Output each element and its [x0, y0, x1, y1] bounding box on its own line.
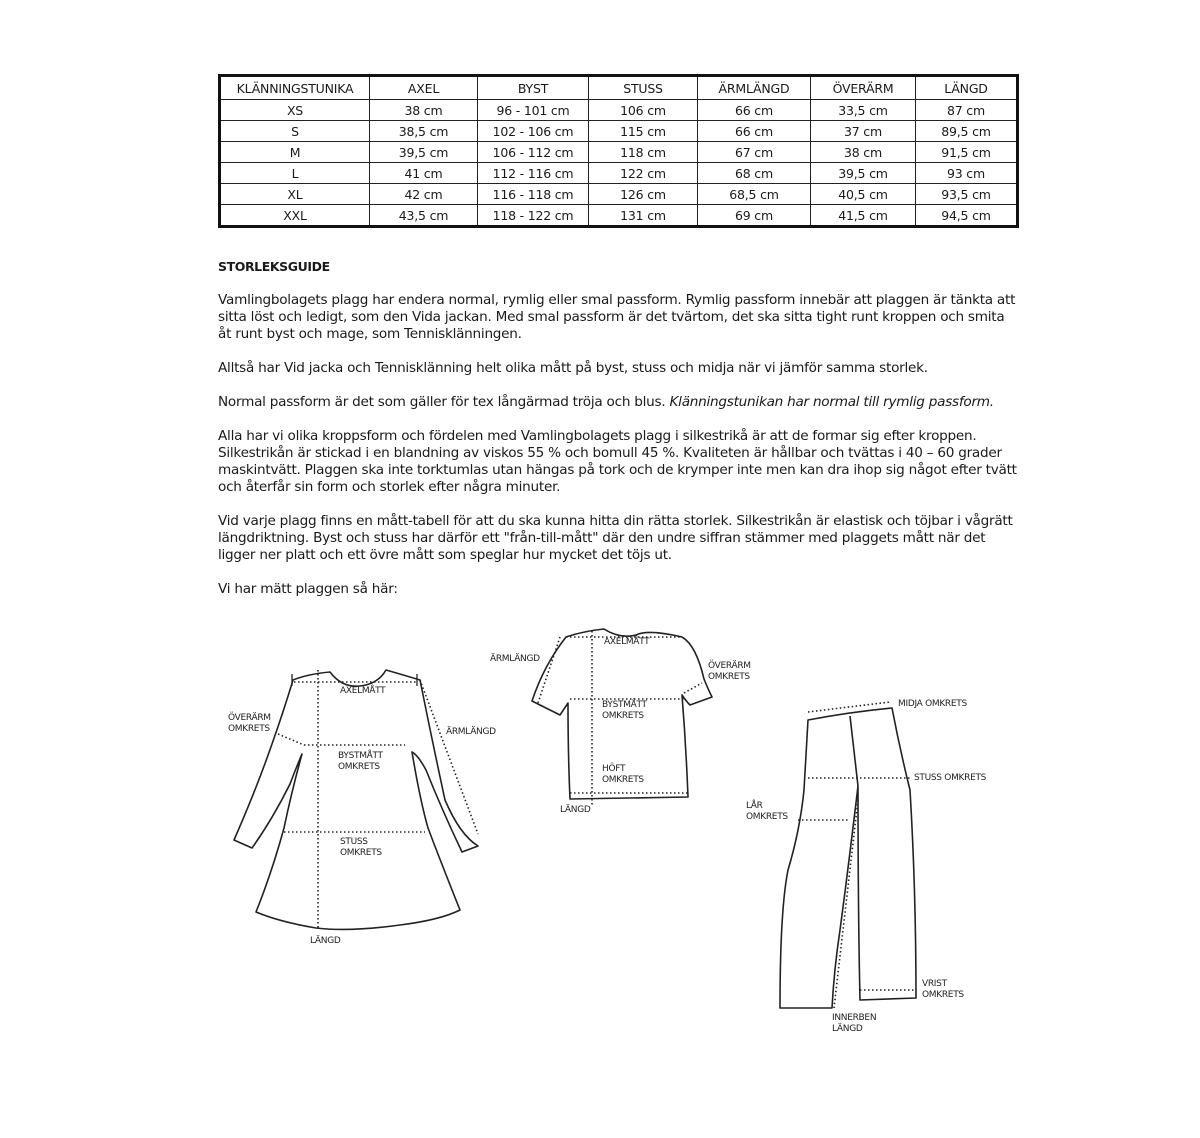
midja-measure-line [808, 702, 890, 712]
measure-cell: 106 - 112 cm [478, 142, 589, 163]
pants-drawing [730, 690, 1030, 1040]
measure-cell: 87 cm [916, 100, 1018, 121]
label-innerben-2: LÄNGD [832, 1024, 863, 1034]
measure-cell: 96 - 101 cm [478, 100, 589, 121]
measure-cell: 40,5 cm [811, 184, 916, 205]
label-langd: LÄNGD [310, 936, 341, 946]
header-cell: KLÄNNINGSTUNIKA [220, 76, 370, 100]
measure-cell: 122 cm [589, 163, 698, 184]
label-axel: AXELMÅTT [604, 637, 650, 647]
label-armlangd: ÄRMLÄNGD [446, 727, 496, 737]
guide-italic-note: Klänningstunikan har normal till rymlig passform. [669, 394, 994, 410]
measure-cell: 93,5 cm [916, 184, 1018, 205]
measure-cell: 38 cm [811, 142, 916, 163]
measure-cell: 89,5 cm [916, 121, 1018, 142]
measure-cell: 66 cm [698, 121, 811, 142]
label-overarm: ÖVERÄRM [708, 661, 751, 671]
label-byst: BYSTMÅTT [338, 751, 383, 761]
measure-cell: 106 cm [589, 100, 698, 121]
guide-paragraph: Vamlingbolagets plagg har endera normal, rymlig eller smal passform. Rymlig passform innebär att plaggen är tänkta att sitta löst och ledigt, som den Vida jackan. Med smal passform är det tvärtom, det ska sitta tight runt kroppen och smita åt runt byst och mage, som Tennisklänningen. [218, 292, 1016, 342]
label-hoft: HÖFT [602, 764, 626, 774]
label-stuss: STUSS OMKRETS [914, 773, 987, 783]
table-row [220, 184, 1018, 205]
header-cell: STUSS [589, 76, 698, 100]
header-cell: LÄNGD [916, 76, 1018, 100]
measure-cell: 93 cm [916, 163, 1018, 184]
label-vrist-2: OMKRETS [922, 990, 964, 1000]
pants-outline [780, 708, 916, 1008]
label-byst-2: OMKRETS [338, 762, 380, 772]
label-lar: LÅR [746, 801, 763, 811]
table-row [220, 163, 1018, 184]
measure-cell: 38 cm [370, 100, 478, 121]
measure-cell: 116 - 118 cm [478, 184, 589, 205]
measure-cell: 42 cm [370, 184, 478, 205]
measure-cell: 69 cm [698, 205, 811, 227]
overarm-measure-line [278, 734, 304, 745]
size-guide [218, 258, 1018, 615]
measure-cell: 131 cm [589, 205, 698, 227]
label-overarm-2: OMKRETS [708, 672, 750, 682]
measure-cell: 115 cm [589, 121, 698, 142]
measure-cell: 37 cm [811, 121, 916, 142]
label-lar-2: OMKRETS [746, 812, 788, 822]
measure-cell: 33,5 cm [811, 100, 916, 121]
label-overarm-2: OMKRETS [228, 724, 270, 734]
header-cell: ÄRMLÄNGD [698, 76, 811, 100]
measure-cell: 94,5 cm [916, 205, 1018, 227]
header-cell: AXEL [370, 76, 478, 100]
size-table [218, 74, 1019, 228]
size-cell: XS [220, 100, 370, 121]
label-vrist: VRIST [922, 979, 947, 989]
measure-cell: 112 - 116 cm [478, 163, 589, 184]
measure-cell: 39,5 cm [370, 142, 478, 163]
table-row [220, 100, 1018, 121]
label-stuss-2: OMKRETS [340, 848, 382, 858]
header-cell: BYST [478, 76, 589, 100]
guide-paragraph: Vi har mätt plaggen så här: [218, 581, 398, 597]
dress-outline [234, 670, 478, 929]
size-cell: L [220, 163, 370, 184]
measure-cell: 68,5 cm [698, 184, 811, 205]
label-armlangd: ÄRMLÄNGD [490, 654, 540, 664]
table-row [220, 205, 1018, 227]
armlangd-measure-line [420, 680, 478, 834]
dress-illustration [220, 650, 520, 954]
overarm-measure-line [684, 683, 702, 693]
measure-cell: 41 cm [370, 163, 478, 184]
table-row [220, 142, 1018, 163]
measure-cell: 118 - 122 cm [478, 205, 589, 227]
guide-paragraph: Alla har vi olika kroppsform och fördelen med Vamlingbolagets plagg i silkestrikå är att de formar sig efter kroppen. Silkestrikån är stickad i en blandning av viskos 55 % och bomull 45 %. Kvaliteten är hållbar och tvättas i 40 – 60 grader maskintvätt. Plaggen ska inte torktumlas utan hängas på tork och de krymper inte men kan dra ihop sig något efter tvätt och återfår sin form och storlek efter några minuter. [218, 428, 1017, 495]
label-stuss: STUSS [340, 837, 368, 847]
measure-cell: 66 cm [698, 100, 811, 121]
label-midja: MIDJA OMKRETS [898, 699, 967, 709]
measure-cell: 39,5 cm [811, 163, 916, 184]
guide-paragraph [218, 394, 1018, 411]
pants-center-seam [850, 716, 858, 786]
innerben-measure-line [834, 800, 858, 1008]
measure-cell: 68 cm [698, 163, 811, 184]
guide-paragraph: Vid varje plagg finns en mått-tabell för att du ska kunna hitta din rätta storlek. Silkestrikån är elastisk och töjbar i vågrätt längdriktning. Byst och stuss har därför ett "från-till-mått" där den undre siffran stämmer med plaggets mått när det ligger ner platt och ett övre mått som speglar hur mycket det töjs ut. [218, 513, 1013, 563]
label-byst-2: OMKRETS [602, 711, 644, 721]
measure-cell: 118 cm [589, 142, 698, 163]
table-body [220, 100, 1018, 227]
label-innerben: INNERBEN [832, 1013, 877, 1023]
guide-text: Normal passform är det som gäller för tex långärmad tröja och blus. [218, 394, 670, 410]
measure-cell: 38,5 cm [370, 121, 478, 142]
table-header-row [220, 76, 1018, 100]
size-cell: XL [220, 184, 370, 205]
header-cell: ÖVERÄRM [811, 76, 916, 100]
label-langd: LÄNGD [560, 805, 591, 815]
size-cell: M [220, 142, 370, 163]
measure-cell: 102 - 106 cm [478, 121, 589, 142]
guide-paragraph: Alltså har Vid jacka och Tennisklänning helt olika mått på byst, stuss och midja när vi jämför samma storlek. [218, 360, 928, 376]
measure-cell: 43,5 cm [370, 205, 478, 227]
measure-cell: 91,5 cm [916, 142, 1018, 163]
size-cell: S [220, 121, 370, 142]
label-byst: BYSTMÅTT [602, 700, 647, 710]
armlangd-measure-line [538, 637, 560, 703]
measure-cell: 41,5 cm [811, 205, 916, 227]
label-hoft-2: OMKRETS [602, 775, 644, 785]
guide-heading: STORLEKSGUIDE [218, 259, 330, 274]
dress-drawing [220, 650, 520, 950]
label-axel: AXELMÅTT [340, 686, 386, 696]
table-row [220, 121, 1018, 142]
size-cell: XXL [220, 205, 370, 227]
pants-illustration [730, 690, 1030, 1044]
measure-cell: 126 cm [589, 184, 698, 205]
measure-cell: 67 cm [698, 142, 811, 163]
label-overarm: ÖVERÄRM [228, 713, 271, 723]
